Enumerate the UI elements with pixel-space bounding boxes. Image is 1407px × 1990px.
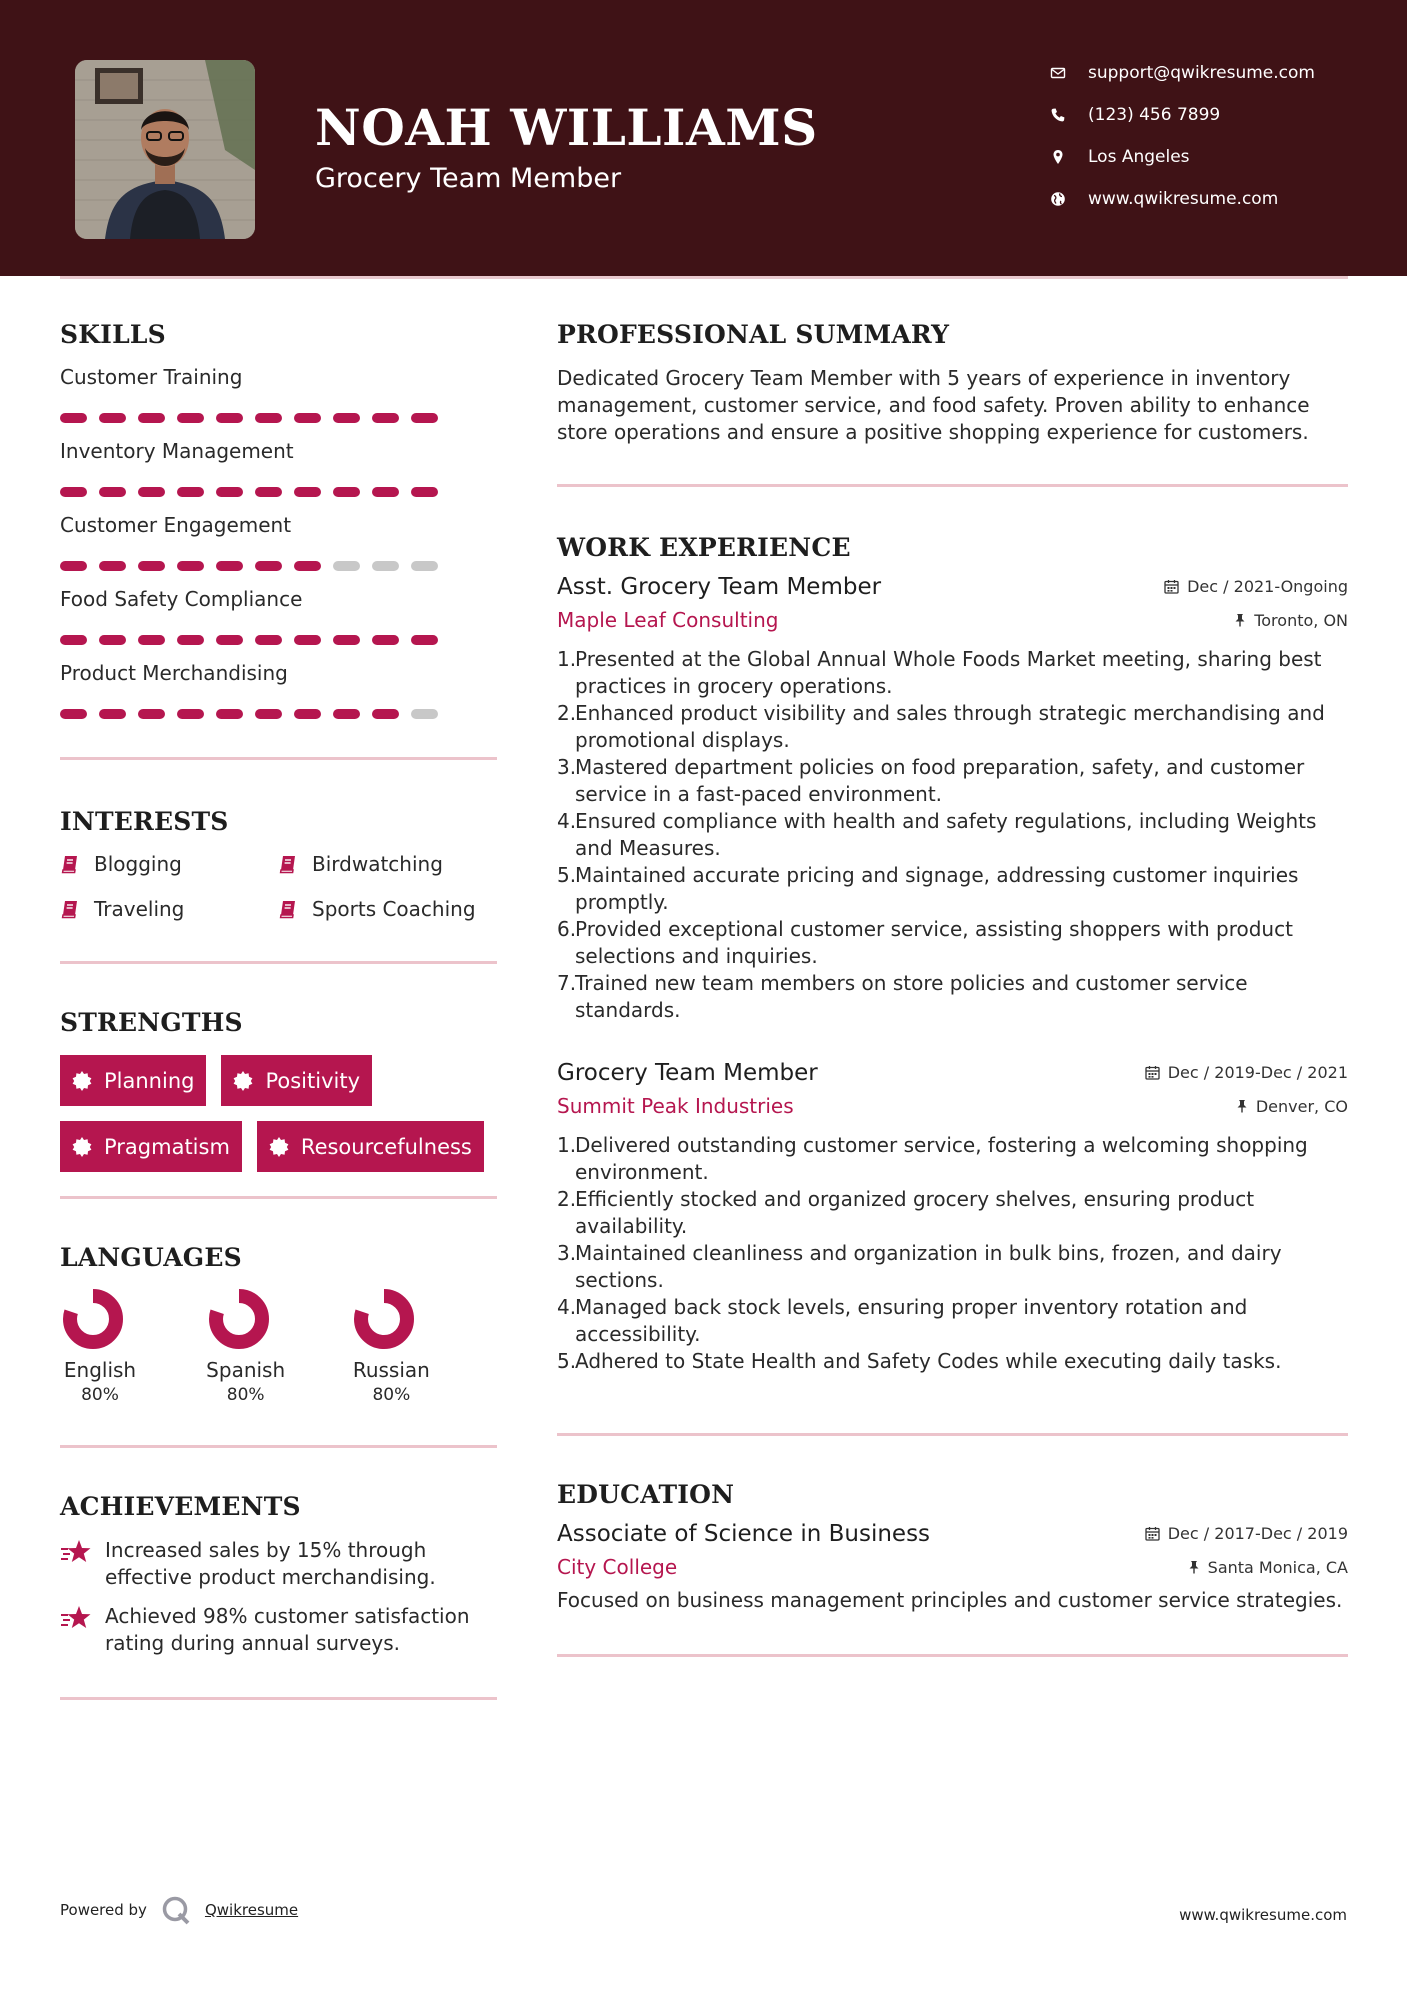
rating-dot-filled xyxy=(294,709,321,719)
job-subheader xyxy=(557,608,1348,632)
education-location-text: Santa Monica, CA xyxy=(1207,1557,1348,1577)
rating-dot-filled xyxy=(60,413,87,423)
skill-rating xyxy=(60,413,497,423)
list-item-text: Managed back stock levels, ensuring proper inventory rotation and accessibility. xyxy=(575,1295,1248,1346)
strength-badge xyxy=(221,1055,372,1106)
language-item xyxy=(60,1288,206,1405)
language-level-arc xyxy=(361,1296,407,1342)
job-entry xyxy=(557,1060,1348,1375)
rating-dot-filled xyxy=(60,487,87,497)
badge-star-icon xyxy=(71,1136,104,1158)
language-level: 80% xyxy=(226,1385,265,1405)
interest-label: Traveling xyxy=(94,897,185,921)
rating-dot-filled xyxy=(255,487,282,497)
section-divider xyxy=(60,1445,497,1448)
skill-rating xyxy=(60,561,497,571)
interest-label: Birdwatching xyxy=(312,852,443,876)
job-location-text: Denver, CO xyxy=(1255,1096,1348,1116)
strength-label: Pragmatism xyxy=(104,1134,230,1159)
interest-label: Blogging xyxy=(94,852,182,876)
candidate-name: NOAH WILLIAMS xyxy=(315,98,818,157)
strength-badge xyxy=(60,1121,242,1172)
language-level-arc xyxy=(216,1296,262,1342)
globe-icon xyxy=(1050,191,1088,207)
education-location xyxy=(1188,1558,1348,1577)
interest-item xyxy=(60,897,278,921)
strength-label: Resourcefulness xyxy=(300,1134,472,1159)
right-column xyxy=(557,320,1348,1657)
list-item xyxy=(557,862,1348,916)
contact-email-text: support@qwikresume.com xyxy=(1088,63,1315,83)
list-item-text: Adhered to State Health and Safety Codes while executing daily tasks. xyxy=(575,1349,1282,1373)
section-divider xyxy=(557,1433,1348,1436)
list-item xyxy=(557,970,1348,1024)
list-item xyxy=(557,1294,1348,1348)
education-dates-text: Dec / 2017-Dec / 2019 xyxy=(1167,1524,1348,1543)
skills-heading: SKILLS xyxy=(60,320,166,349)
languages-section xyxy=(60,1243,497,1405)
strengths-section xyxy=(60,1008,497,1172)
list-item xyxy=(557,916,1348,970)
summary-text: Dedicated Grocery Team Member with 5 years of experience in inventory management, customer service, and food safety. Proven ability to enhance store operations and ensure a positive shopping experience for customers. xyxy=(557,366,1310,444)
rating-dot-filled xyxy=(372,709,399,719)
skill-name: Product Merchandising xyxy=(60,661,288,685)
left-column xyxy=(60,320,497,1700)
list-item xyxy=(557,646,1348,700)
job-header xyxy=(557,1060,1348,1086)
strength-label: Planning xyxy=(104,1068,195,1093)
list-item xyxy=(557,754,1348,808)
rating-dot-empty xyxy=(411,709,438,719)
rating-dot-filled xyxy=(255,635,282,645)
rating-dot-filled xyxy=(99,487,126,497)
list-item xyxy=(557,1132,1348,1186)
education-dates xyxy=(1145,1524,1348,1543)
contact-location xyxy=(1050,136,1370,178)
pin-icon xyxy=(1236,1099,1248,1113)
list-item-text: Provided exceptional customer service, assisting shoppers with product selections and inquiries. xyxy=(575,917,1293,968)
summary-section xyxy=(557,320,1348,446)
job-entry xyxy=(557,574,1348,1024)
job-role: Grocery Team Member xyxy=(557,1060,818,1086)
job-company: Maple Leaf Consulting xyxy=(557,608,779,632)
interests-heading: INTERESTS xyxy=(60,807,229,836)
rating-dot-filled xyxy=(177,413,204,423)
job-location xyxy=(1236,1097,1348,1116)
language-level-arc xyxy=(70,1296,116,1342)
badge-star-icon xyxy=(232,1070,265,1092)
rating-dot-filled xyxy=(216,487,243,497)
achievement-item xyxy=(60,1537,497,1591)
list-item-text: Ensured compliance with health and safety regulations, including Weights and Measures. xyxy=(575,809,1317,860)
languages-heading: LANGUAGES xyxy=(60,1243,242,1272)
interests-section xyxy=(60,807,497,921)
rating-dot-filled xyxy=(138,635,165,645)
language-level: 80% xyxy=(81,1385,119,1405)
location-icon xyxy=(1050,149,1088,165)
phone-icon xyxy=(1050,107,1088,123)
skill-item xyxy=(60,661,497,719)
skill-name: Customer Engagement xyxy=(60,513,292,537)
resume-header xyxy=(0,0,1407,276)
skill-rating xyxy=(60,709,497,719)
rating-dot-filled xyxy=(216,561,243,571)
header-divider xyxy=(60,276,1348,279)
rating-dot-filled xyxy=(99,413,126,423)
list-item-text: Enhanced product visibility and sales through strategic merchandising and promotional displays. xyxy=(575,701,1325,752)
list-item-text: Mastered department policies on food preparation, safety, and customer service in a fast-paced environment. xyxy=(575,755,1305,806)
skill-name: Inventory Management xyxy=(60,439,294,463)
rating-dot-filled xyxy=(411,487,438,497)
candidate-title: Grocery Team Member xyxy=(315,163,622,194)
job-dates xyxy=(1145,1063,1348,1082)
list-item-text: Maintained cleanliness and organization in bulk bins, frozen, and dairy sections. xyxy=(575,1241,1282,1292)
powered-by-text: Powered by xyxy=(60,1901,147,1919)
language-level-ring xyxy=(353,1288,415,1350)
education-heading: EDUCATION xyxy=(557,1480,735,1509)
education-section xyxy=(557,1480,1348,1614)
rating-dot-filled xyxy=(255,561,282,571)
rating-dot-filled xyxy=(99,561,126,571)
contact-location-text: Los Angeles xyxy=(1088,147,1190,167)
skills-section xyxy=(60,320,497,719)
list-number: 1. xyxy=(557,1133,577,1157)
rating-dot-filled xyxy=(372,487,399,497)
language-level: 80% xyxy=(372,1385,411,1405)
education-school: City College xyxy=(557,1555,678,1579)
qwikresume-link[interactable]: Qwikresume xyxy=(204,1901,299,1919)
rating-dot-filled xyxy=(216,413,243,423)
contact-website-text: www.qwikresume.com xyxy=(1088,189,1279,209)
job-subheader xyxy=(557,1094,1348,1118)
contact-phone[interactable] xyxy=(1050,94,1370,136)
job-duties-list xyxy=(557,646,1348,1024)
rating-dot-filled xyxy=(99,635,126,645)
achievements-heading: ACHIEVEMENTS xyxy=(60,1492,301,1521)
section-divider xyxy=(60,1697,497,1700)
list-number: 1. xyxy=(557,647,577,671)
list-item xyxy=(557,1186,1348,1240)
list-item-text: Delivered outstanding customer service, fostering a welcoming shopping environment. xyxy=(575,1133,1308,1184)
strengths-heading: STRENGTHS xyxy=(60,1008,243,1037)
list-number: 6. xyxy=(557,917,577,941)
rating-dot-empty xyxy=(411,561,438,571)
rating-dot-filled xyxy=(411,635,438,645)
rating-dot-filled xyxy=(333,413,360,423)
list-number: 2. xyxy=(557,701,577,725)
achievement-text: Achieved 98% customer satisfaction rating during annual surveys. xyxy=(105,1604,470,1655)
list-number: 5. xyxy=(557,863,577,887)
job-location xyxy=(1234,611,1348,630)
rating-dot-filled xyxy=(333,709,360,719)
footer-website[interactable]: www.qwikresume.com xyxy=(1179,1906,1347,1924)
rating-dot-empty xyxy=(333,561,360,571)
rating-dot-filled xyxy=(138,413,165,423)
job-dates-text: Dec / 2019-Dec / 2021 xyxy=(1167,1063,1348,1082)
job-header xyxy=(557,574,1348,600)
book-icon xyxy=(60,854,94,874)
education-degree: Associate of Science in Business xyxy=(557,1521,931,1547)
rating-dot-filled xyxy=(138,561,165,571)
book-icon xyxy=(60,899,94,919)
skill-rating xyxy=(60,487,497,497)
strength-badge xyxy=(257,1121,484,1172)
calendar-icon xyxy=(1145,1065,1160,1080)
achievements-section xyxy=(60,1492,497,1657)
skill-name: Customer Training xyxy=(60,365,243,389)
language-name: Spanish xyxy=(206,1358,286,1382)
section-divider xyxy=(60,961,497,964)
language-level-ring xyxy=(208,1288,270,1350)
contact-list xyxy=(1050,52,1370,220)
profile-photo xyxy=(75,60,255,239)
qwikresume-logo-icon xyxy=(161,1895,191,1925)
list-item-text: Presented at the Global Annual Whole Foods Market meeting, sharing best practices in grocery operations. xyxy=(575,647,1322,698)
achievement-text: Increased sales by 15% through effective product merchandising. xyxy=(105,1538,436,1589)
list-item-text: Efficiently stocked and organized grocery shelves, ensuring product availability. xyxy=(575,1187,1255,1238)
list-item xyxy=(557,700,1348,754)
rating-dot-filled xyxy=(60,709,87,719)
skill-item xyxy=(60,365,497,423)
list-item-text: Trained new team members on store policies and customer service standards. xyxy=(575,971,1248,1022)
rating-dot-filled xyxy=(177,561,204,571)
language-name: Russian xyxy=(352,1358,430,1382)
rating-dot-filled xyxy=(177,709,204,719)
rating-dot-filled xyxy=(411,413,438,423)
rating-dot-filled xyxy=(216,709,243,719)
pin-icon xyxy=(1234,613,1246,627)
experience-heading: WORK EXPERIENCE xyxy=(557,533,851,562)
language-item xyxy=(351,1288,497,1405)
job-duties-list xyxy=(557,1132,1348,1375)
experience-section xyxy=(557,533,1348,1375)
list-item xyxy=(557,808,1348,862)
rating-dot-filled xyxy=(255,709,282,719)
interest-item xyxy=(278,852,497,876)
list-number: 4. xyxy=(557,809,577,833)
rating-dot-filled xyxy=(333,487,360,497)
achievement-item xyxy=(60,1603,497,1657)
job-dates xyxy=(1164,577,1348,596)
book-icon xyxy=(278,854,312,874)
star-award-icon xyxy=(60,1537,105,1591)
skill-rating xyxy=(60,635,497,645)
rating-dot-filled xyxy=(177,487,204,497)
skill-item xyxy=(60,587,497,645)
strength-label: Positivity xyxy=(265,1068,360,1093)
footer-powered-by xyxy=(60,1895,298,1925)
list-number: 2. xyxy=(557,1187,577,1211)
rating-dot-filled xyxy=(372,413,399,423)
job-location-text: Toronto, ON xyxy=(1254,610,1348,630)
section-divider xyxy=(60,757,497,760)
section-divider xyxy=(557,1654,1348,1657)
section-divider xyxy=(60,1196,497,1199)
envelope-icon xyxy=(1050,65,1088,81)
list-item-text: Maintained accurate pricing and signage, addressing customer inquiries promptly. xyxy=(575,863,1299,914)
rating-dot-filled xyxy=(138,709,165,719)
rating-dot-filled xyxy=(372,635,399,645)
skill-item xyxy=(60,513,497,571)
rating-dot-filled xyxy=(60,561,87,571)
rating-dot-filled xyxy=(333,635,360,645)
list-item xyxy=(557,1240,1348,1294)
list-item xyxy=(557,1348,1348,1375)
contact-email[interactable] xyxy=(1050,52,1370,94)
rating-dot-filled xyxy=(294,561,321,571)
language-item xyxy=(206,1288,352,1405)
summary-heading: PROFESSIONAL SUMMARY xyxy=(557,320,950,349)
calendar-icon xyxy=(1164,579,1179,594)
interest-label: Sports Coaching xyxy=(312,897,476,921)
skill-item xyxy=(60,439,497,497)
rating-dot-filled xyxy=(294,487,321,497)
section-divider xyxy=(557,484,1348,487)
badge-star-icon xyxy=(71,1070,104,1092)
language-name: English xyxy=(63,1358,137,1382)
rating-dot-filled xyxy=(216,635,243,645)
rating-dot-filled xyxy=(177,635,204,645)
book-icon xyxy=(278,899,312,919)
rating-dot-filled xyxy=(99,709,126,719)
list-number: 3. xyxy=(557,755,577,779)
rating-dot-empty xyxy=(372,561,399,571)
list-number: 5. xyxy=(557,1349,577,1373)
education-description: Focused on business management principles and customer service strategies. xyxy=(557,1588,1343,1612)
star-award-icon xyxy=(60,1603,105,1657)
list-number: 4. xyxy=(557,1295,577,1319)
badge-star-icon xyxy=(268,1136,301,1158)
language-level-ring xyxy=(62,1288,124,1350)
contact-website[interactable] xyxy=(1050,178,1370,220)
job-dates-text: Dec / 2021-Ongoing xyxy=(1187,577,1348,596)
rating-dot-filled xyxy=(60,635,87,645)
job-company: Summit Peak Industries xyxy=(557,1094,794,1118)
list-number: 7. xyxy=(557,971,577,995)
pin-icon xyxy=(1188,1560,1200,1574)
rating-dot-filled xyxy=(294,635,321,645)
contact-phone-text: (123) 456 7899 xyxy=(1088,105,1221,125)
rating-dot-filled xyxy=(138,487,165,497)
skill-name: Food Safety Compliance xyxy=(60,587,303,611)
strength-badge xyxy=(60,1055,206,1106)
calendar-icon xyxy=(1145,1526,1160,1541)
interest-item xyxy=(60,852,278,876)
rating-dot-filled xyxy=(294,413,321,423)
job-role: Asst. Grocery Team Member xyxy=(557,574,882,600)
list-number: 3. xyxy=(557,1241,577,1265)
rating-dot-filled xyxy=(255,413,282,423)
interest-item xyxy=(278,897,497,921)
